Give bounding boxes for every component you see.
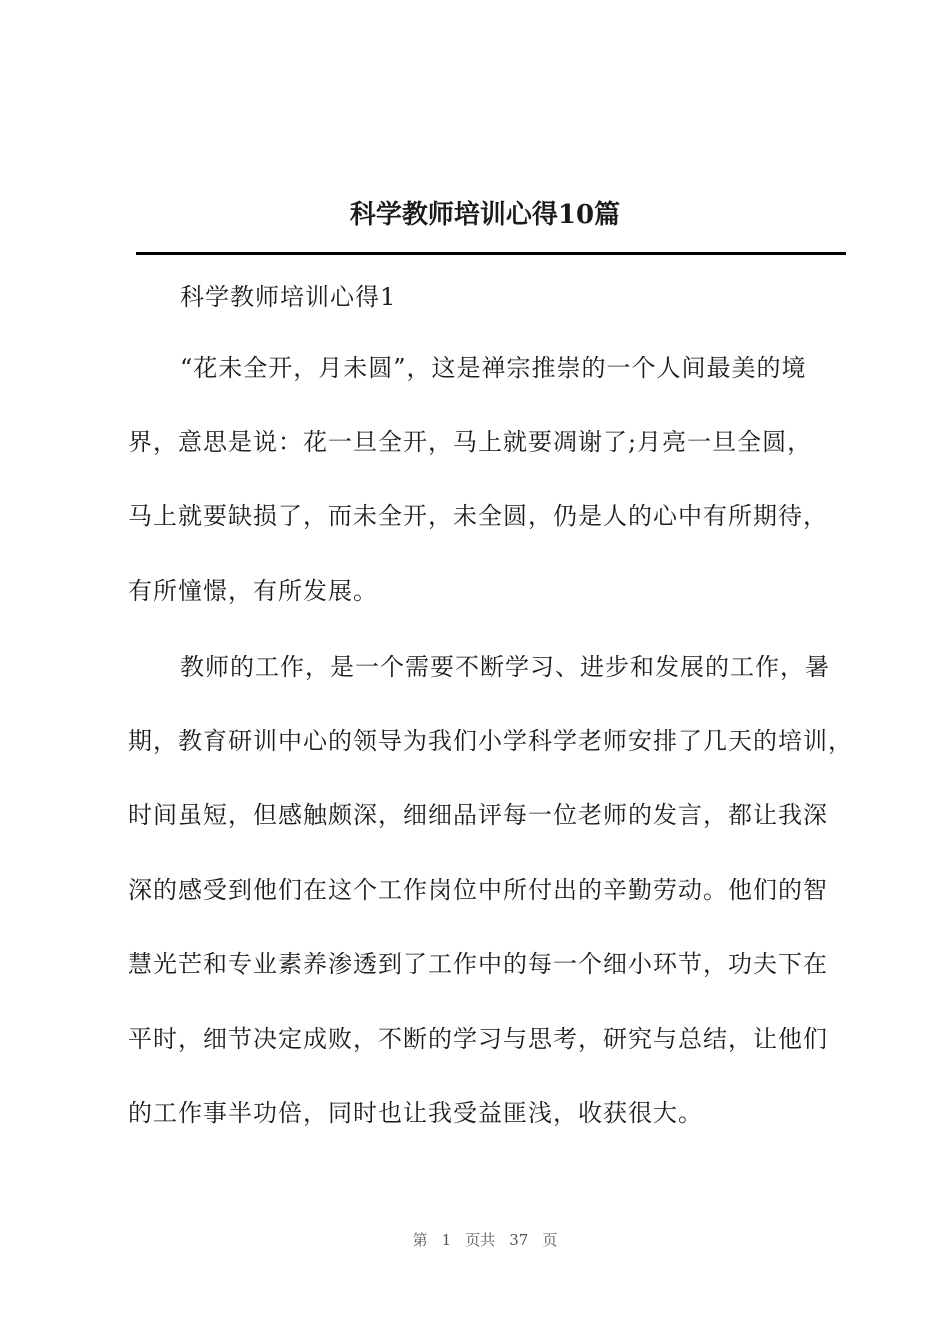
section-heading: 科学教师培训心得1: [180, 283, 397, 311]
paragraph-line: 有所憧憬，有所发展。: [128, 577, 378, 605]
page-footer: [0, 1229, 950, 1251]
paragraph-line: 期，教育研训中心的领导为我们小学科学老师安排了几天的培训，: [128, 727, 853, 755]
title-divider: [136, 252, 846, 255]
footer-page-word: 第: [412, 1231, 428, 1249]
footer-page-of: 页共: [465, 1231, 496, 1249]
paragraph-line: 界，意思是说：花一旦全开，马上就要凋谢了;月亮一旦全圆，: [128, 428, 813, 456]
footer-page-number: 1: [441, 1231, 452, 1249]
paragraph-line: 马上就要缺损了，而未全开，未全圆，仍是人的心中有所期待，: [128, 502, 828, 530]
paragraph-line: 慧光芒和专业素养渗透到了工作中的每一个细小环节，功夫下在: [128, 950, 828, 978]
document-title: 科学教师培训心得10篇: [349, 200, 621, 230]
paragraph-line: “花未全开，月未圆”，这是禅宗推崇的一个人间最美的境: [180, 354, 807, 382]
paragraph-line: 时间虽短，但感触颇深，细细品评每一位老师的发言，都让我深: [128, 801, 828, 829]
footer-page-suffix: 页: [542, 1231, 558, 1249]
paragraph-line: 教师的工作，是一个需要不断学习、进步和发展的工作，暑: [180, 653, 830, 681]
paragraph-line: 深的感受到他们在这个工作岗位中所付出的辛勤劳动。他们的智: [128, 876, 828, 904]
footer-total-pages: 37: [509, 1231, 529, 1249]
paragraph-line: 的工作事半功倍，同时也让我受益匪浅，收获很大。: [128, 1099, 703, 1127]
paragraph-line: 平时，细节决定成败，不断的学习与思考，研究与总结，让他们: [128, 1025, 828, 1053]
